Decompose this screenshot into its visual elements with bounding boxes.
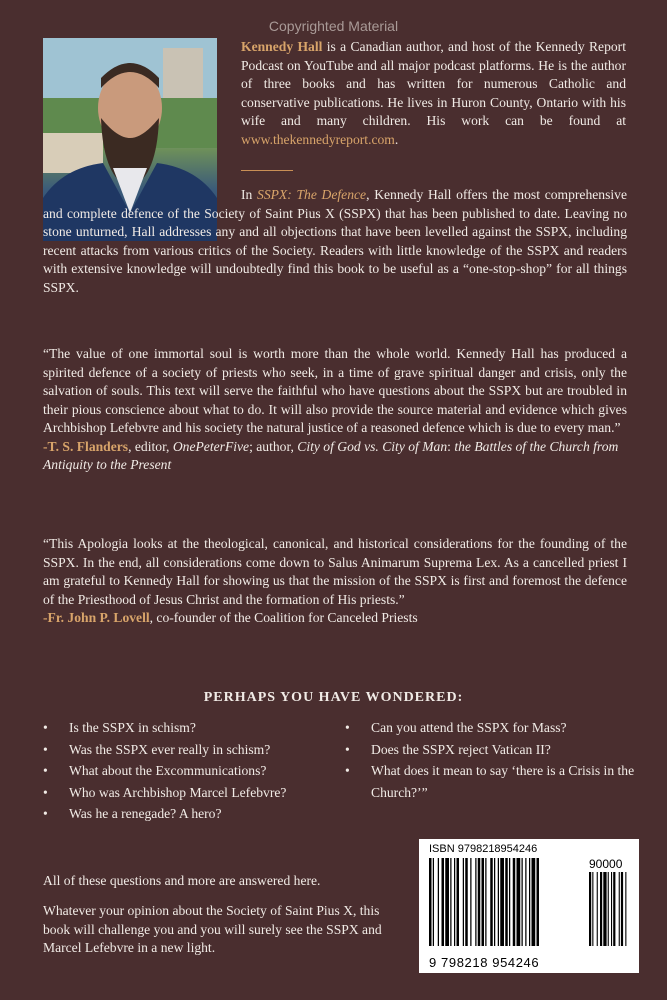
barcode-bar — [490, 858, 493, 946]
bio-end: . — [394, 131, 399, 147]
barcode-bar — [475, 858, 476, 946]
book-description — [43, 186, 627, 297]
endorsement-flanders — [43, 345, 627, 475]
list-item: • Can you attend the SSPX for Mass? — [345, 717, 635, 739]
barcode-bar — [433, 858, 434, 946]
barcode-bar — [438, 858, 439, 946]
barcode-bar — [603, 872, 606, 946]
book-title: SSPX: The Defence — [257, 187, 367, 202]
endorser-role: , editor, — [128, 438, 173, 454]
endorser-book-subtitle: the Battles of the Church from Antiquity to the Present — [43, 438, 619, 472]
barcode-bar — [494, 858, 495, 946]
author-name: Kennedy Hall — [241, 39, 323, 54]
endorser-book: City of God vs. City of Man — [297, 438, 448, 454]
price-code: 90000 — [589, 857, 623, 871]
barcode-bar — [485, 858, 486, 946]
quote-text: “The value of one immortal soul is worth more than the whole world. Kennedy Hall has produced a spirited defence of a society of priests who seek, in a time of grave spiritual danger and crisis, only the salvation of souls. This text will serve the faithful who have questions about the SSPX but are troubled in their pious conscience about what to do. It will also provide the source material and evidence which gives Archbishop Lefebvre and his society the natural justice of a reasoned defence which is due to every man.” — [43, 346, 627, 435]
divider — [241, 170, 293, 171]
closing-paragraph: Whatever your opinion about the Society of Saint Pius X, this book will challenge you and you will surely see the SSPX and Marcel Lefebvre in a new light. — [43, 903, 382, 955]
bio-text: is a Canadian author, and host of the Kennedy Report Podcast on YouTube and all major podcast platforms. He is the author of three books and has written for numerous Catholic and conservative publications. He lives in Huron County, Ontario with his wife and many children. His work can be found at — [241, 39, 626, 128]
barcode-bar — [463, 858, 464, 946]
barcode-bar — [457, 858, 460, 946]
endorser-name: -Fr. John P. Lovell — [43, 610, 150, 625]
list-item: • Who was Archbishop Marcel Lefebvre? — [43, 782, 286, 804]
endorser-name: -T. S. Flanders — [43, 438, 129, 454]
barcode-bar — [517, 858, 521, 946]
barcode-bar — [509, 858, 510, 946]
list-item: • Was the SSPX ever really in schism? — [43, 739, 286, 761]
barcode-digits: 9 798218 954246 — [429, 955, 540, 970]
list-item: • Was he a renegade? A hero? — [43, 803, 286, 825]
barcode-bar — [537, 858, 540, 946]
questions-list-right — [345, 717, 635, 803]
isbn-barcode — [419, 839, 639, 973]
author-bio — [241, 38, 626, 149]
questions-heading: PERHAPS YOU HAVE WONDERED: — [203, 690, 464, 705]
description-text: , Kennedy Hall offers the most comprehensive and complete defence of the Society of Saint Pius X (SSPX) that has been published to date. Leaving no stone unturned, Hall addresses any and all objections that have been levelled against the SSPX, including recent attacks from various critics of the Society. Readers with little knowledge of the SSPX and readers with extensive knowledge will undoubtedly find this book to be useful as a “one-stop-shop” for all things SSPX. — [43, 187, 627, 295]
quote-attribution — [43, 609, 627, 628]
barcode-bar — [465, 858, 468, 946]
description-prefix: In — [241, 187, 258, 202]
endorser-publication: OnePeterFive — [172, 438, 250, 454]
copyright-watermark: Copyrighted Material — [268, 18, 399, 34]
barcode-bar — [613, 872, 615, 946]
barcode-bar — [470, 858, 471, 946]
endorser-book-colon: : — [447, 438, 455, 454]
quote-attribution — [43, 438, 627, 475]
barcode-bar — [478, 858, 481, 946]
endorsement-lovell — [43, 535, 627, 628]
list-item: • Is the SSPX in schism? — [43, 717, 286, 739]
endorser-role-2: ; author, — [249, 438, 298, 454]
list-item: • Does the SSPX reject Vatican II? — [345, 739, 635, 761]
barcode-bar — [532, 858, 536, 946]
barcode-bar — [625, 872, 626, 946]
barcode-bar — [505, 858, 508, 946]
barcode-bar — [597, 872, 598, 946]
barcode-bar — [482, 858, 485, 946]
barcode-bar — [500, 858, 504, 946]
barcode-bar — [621, 872, 623, 946]
author-website-link[interactable]: www.thekennedyreport.com — [241, 131, 395, 147]
barcode-bar — [522, 858, 523, 946]
list-item: • What does it mean to say ‘there is a Crisis in the Church?’” — [345, 760, 635, 803]
barcode-bar — [445, 858, 449, 946]
barcode-bar — [611, 872, 612, 946]
closing-line: All of these questions and more are answered here. — [43, 873, 321, 888]
barcode-bar — [513, 858, 516, 946]
barcode-bar — [525, 858, 526, 946]
barcode-bar — [442, 858, 445, 946]
barcode-bar — [429, 858, 432, 946]
barcode-bar — [589, 872, 591, 946]
barcode-bar — [498, 858, 499, 946]
endorser-role: , co-founder of the Coalition for Canceled Priests — [149, 610, 418, 625]
barcode-bar — [592, 872, 593, 946]
barcode-bar — [608, 872, 609, 946]
barcode-bar — [529, 858, 530, 946]
barcode-bars — [429, 858, 629, 952]
barcode-bar — [454, 858, 455, 946]
barcode-bar — [450, 858, 451, 946]
list-item: • What about the Excommunications? — [43, 760, 286, 782]
barcode-bar — [600, 872, 602, 946]
isbn-label: ISBN 9798218954246 — [429, 843, 538, 855]
questions-list-left — [43, 717, 286, 825]
barcode-bar — [619, 872, 620, 946]
quote-text: “This Apologia looks at the theological, canonical, and historical considerations for the founding of the SSPX. In the end, all considerations come down to Salus Animarum Suprema Lex. As a cancelled priest I am grateful to Kennedy Hall for showing us that the mission of the SSPX is first and foremost the defence of the Priesthood of Jesus Christ and the formation of His priests.” — [43, 536, 627, 607]
